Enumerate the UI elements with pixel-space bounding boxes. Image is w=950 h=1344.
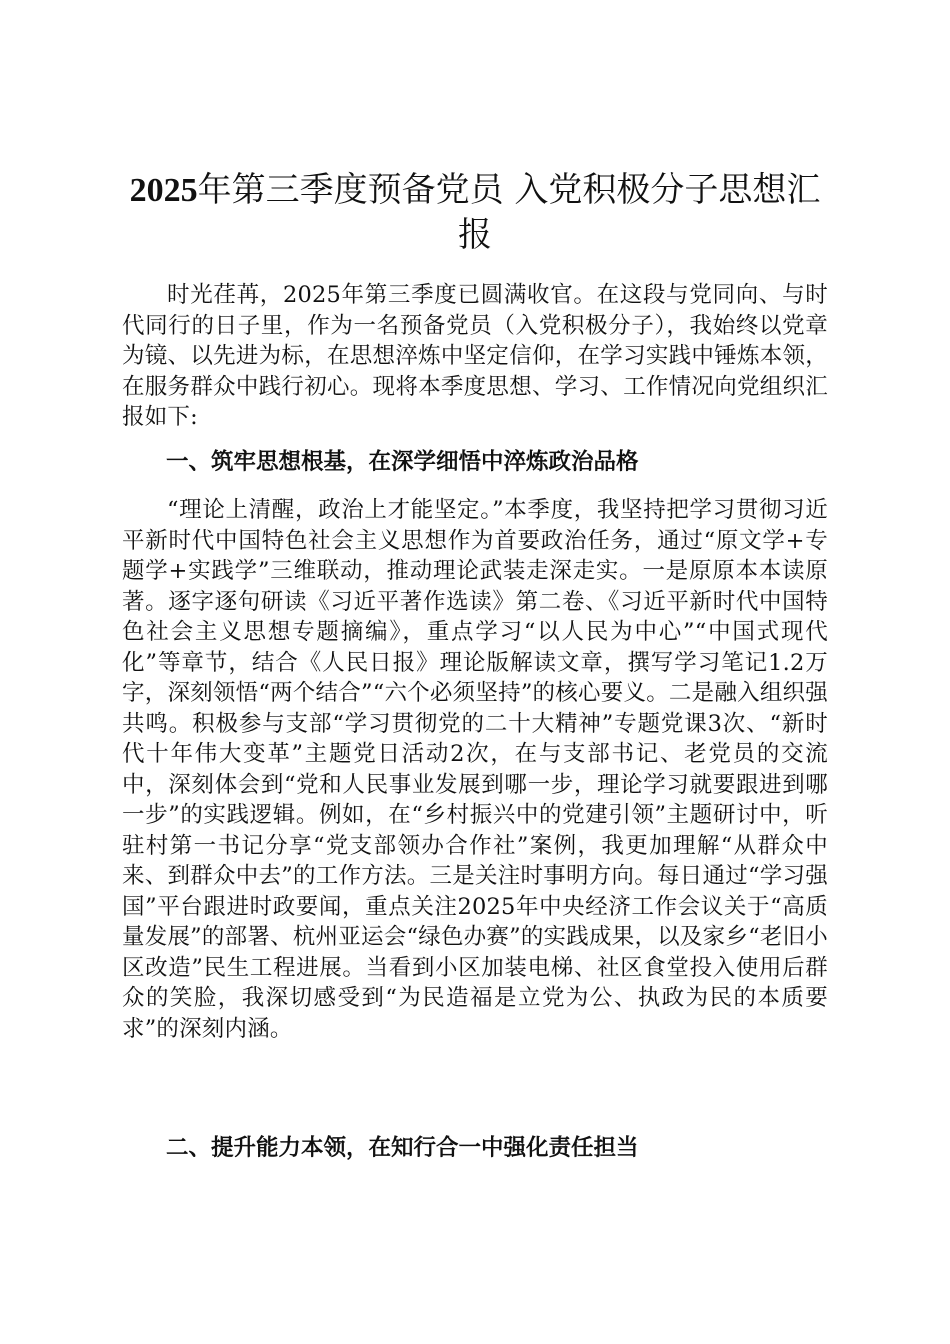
section-1-paragraph: “理论上清醒，政治上才能坚定。”本季度，我坚持把学习贯彻习近平新时代中国特色社会主义思想作为首要政治任务，通过“原文学+专题学+实践学”三维联动，推动理论武装走深走实。一是原原本本读原著。逐字逐句研读《习近平著作选读》第二卷、《习近平新时代中国特色社会主义思想专题摘编》，重点学习“以人民为中心”“中国式现代化”等章节，结合《人民日报》理论版解读文章，撰写学习笔记1.2万字，深刻领悟“两个结合”“六个必须坚持”的核心要义。二是融入组织强共鸣。积极参与支部“学习贯彻党的二十大精神”专题党课3次、“新时代十年伟大变革”主题党日活动2次，在与支部书记、老党员的交流中，深刻体会到“党和人民事业发展到哪一步，理论学习就要跟进到哪一步”的实践逻辑。例如，在“乡村振兴中的党建引领”主题研讨中，听驻村第一书记分享“党支部领办合作社”案例，我更加理解“从群众中来、到群众中去”的工作方法。三是关注时事明方向。每日通过“学习强国”平台跟进时政要闻，重点关注2025年中央经济工作会议关于“高质量发展”的部署、杭州亚运会“绿色办赛”的实践成果，以及家乡“老旧小区改造”民生工程进展。当看到小区加装电梯、社区食堂投入使用后群众的笑脸，我深切感受到“为民造福是立党为公、执政为民的本质要求”的深刻内涵。 xyxy=(122,497,828,1042)
document-title xyxy=(120,168,830,257)
title-year: 2025 xyxy=(129,172,198,209)
section-heading-1: 一、筑牢思想根基，在深学细悟中淬炼政治品格 xyxy=(166,449,639,475)
title-text: 年第三季度预备党员 入党积极分子思想汇报 xyxy=(197,170,821,255)
intro-paragraph: 时光荏苒，2025年第三季度已圆满收官。在这段与党同向、与时代同行的日子里，作为一名预备党员（入党积极分子），我始终以党章为镜、以先进为标，在思想淬炼中坚定信仰，在学习实践中锤炼本领，在服务群众中践行初心。现将本季度思想、学习、工作情况向党组织汇报如下: xyxy=(122,282,828,430)
section-heading-2: 二、提升能力本领，在知行合一中强化责任担当 xyxy=(166,1135,639,1161)
